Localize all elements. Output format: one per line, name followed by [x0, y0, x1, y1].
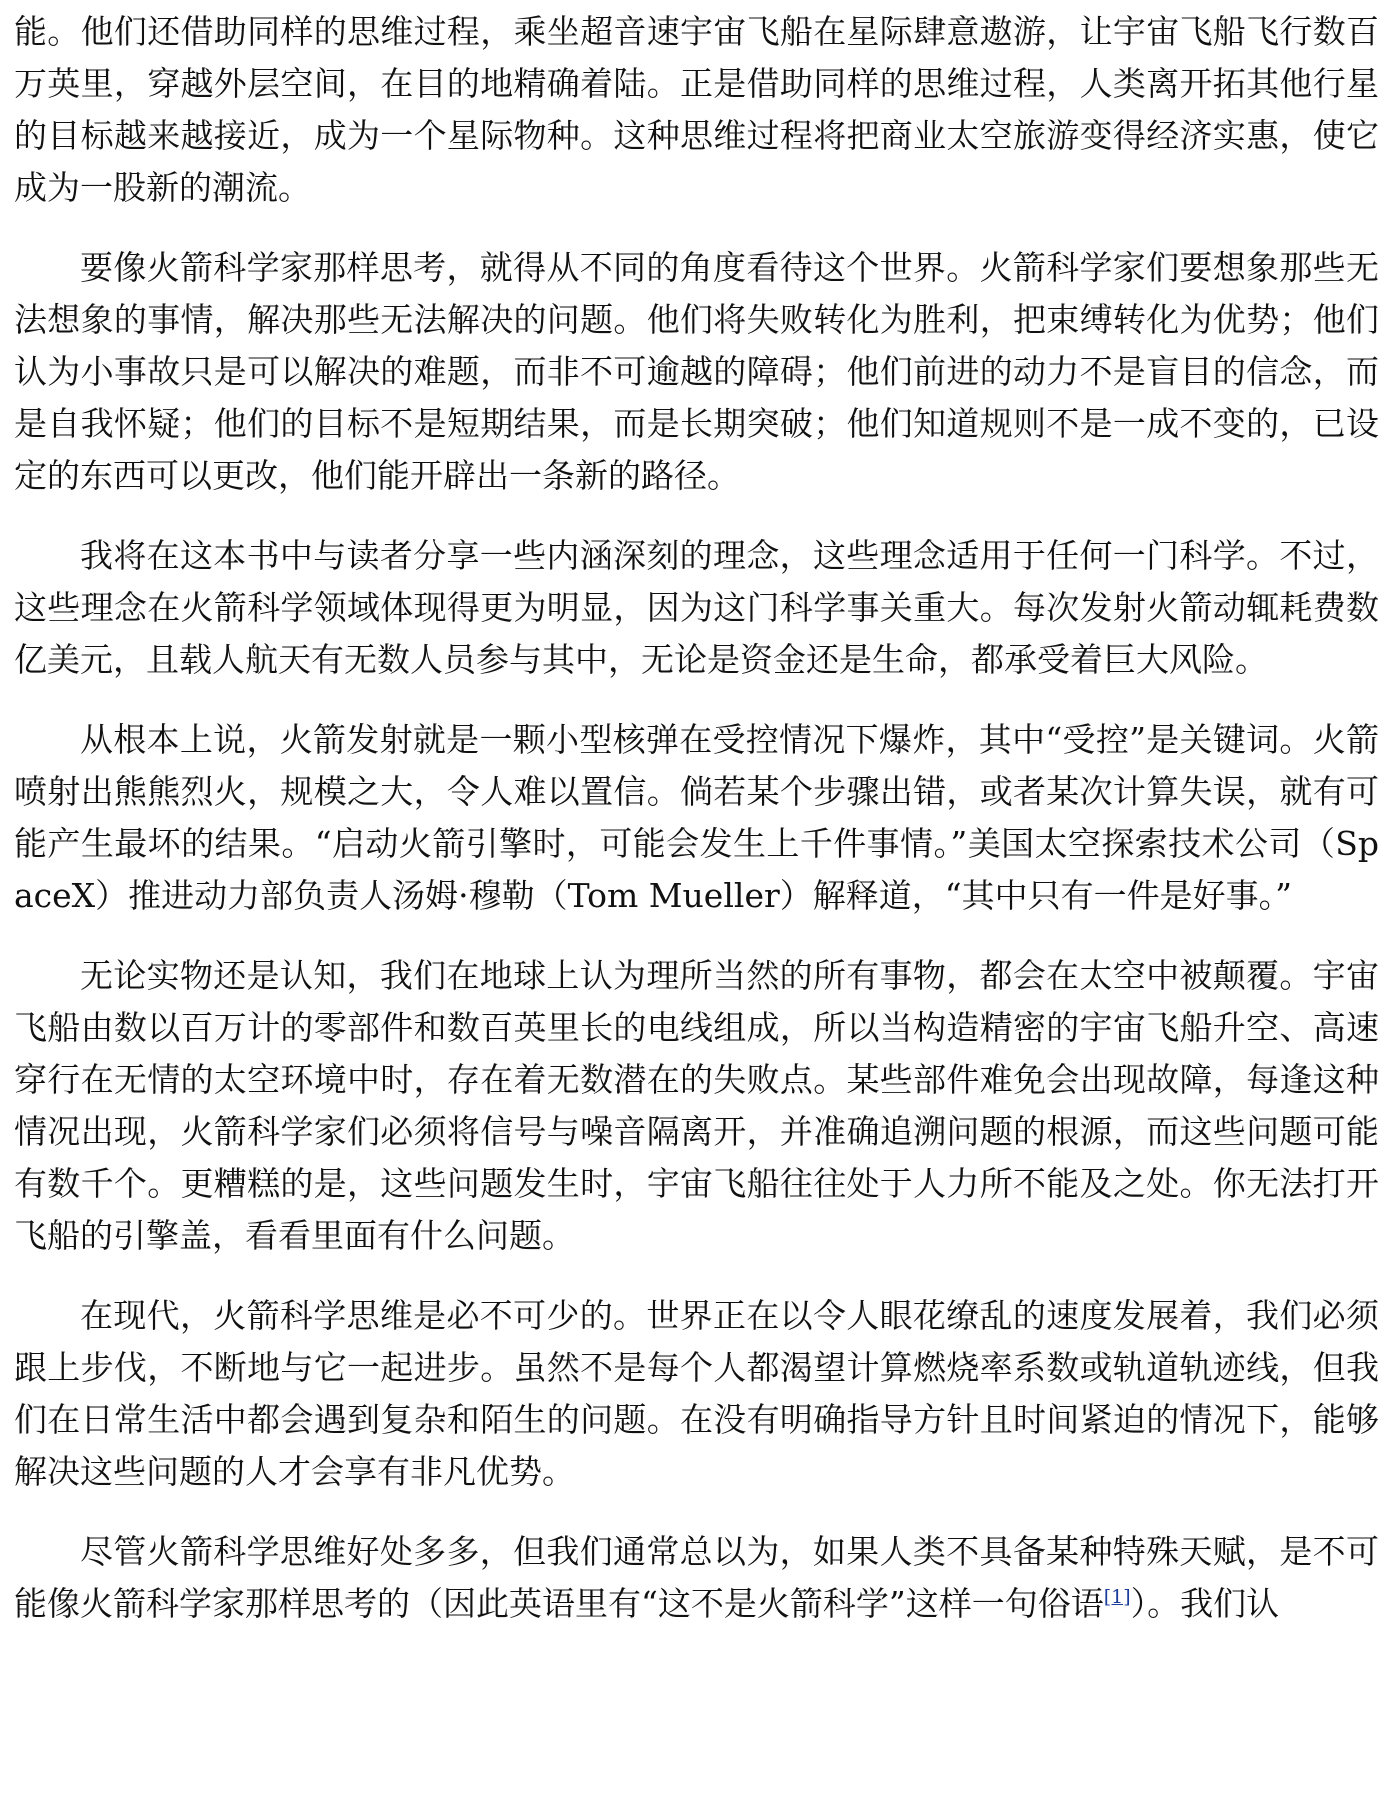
footnote-link[interactable]: [1]	[1103, 1586, 1131, 1608]
paragraph-7-text-after: ）。我们认	[1130, 1584, 1280, 1623]
paragraph-2: 要像火箭科学家那样思考，就得从不同的角度看待这个世界。火箭科学家们要想象那些无法想象的事情，解决那些无法解决的问题。他们将失败转化为胜利，把束缚转化为优势；他们认为小事故只是可以解决的难题，而非不可逾越的障碍；他们前进的动力不是盲目的信念，而是自我怀疑；他们的目标不是短期结果，而是长期突破；他们知道规则不是一成不变的，已设定的东西可以更改，他们能开辟出一条新的路径。	[14, 248, 1379, 495]
paragraph-7-text-before: 尽管火箭科学思维好处多多，但我们通常总以为，如果人类不具备某种特殊天赋，是不可能像火箭科学家那样思考的（因此英语里有“这不是火箭科学”这样一句俗语	[14, 1532, 1379, 1623]
paragraph-1: 能。他们还借助同样的思维过程，乘坐超音速宇宙飞船在星际肆意遨游，让宇宙飞船飞行数百万英里，穿越外层空间，在目的地精确着陆。正是借助同样的思维过程，人类离开拓其他行星的目标越来越接近，成为一个星际物种。这种思维过程将把商业太空旅游变得经济实惠，使它成为一股新的潮流。	[14, 12, 1379, 207]
document-page	[14, 6, 1379, 1658]
paragraph-6: 在现代，火箭科学思维是必不可少的。世界正在以令人眼花缭乱的速度发展着，我们必须跟上步伐，不断地与它一起进步。虽然不是每个人都渴望计算燃烧率系数或轨道轨迹线，但我们在日常生活中都会遇到复杂和陌生的问题。在没有明确指导方针且时间紧迫的情况下，能够解决这些问题的人才会享有非凡优势。	[14, 1296, 1379, 1491]
paragraph-7	[14, 1526, 1379, 1630]
paragraph-4: 从根本上说，火箭发射就是一颗小型核弹在受控情况下爆炸，其中“受控”是关键词。火箭喷射出熊熊烈火，规模之大，令人难以置信。倘若某个步骤出错，或者某次计算失误，就有可能产生最坏的结果。“启动火箭引擎时，可能会发生上千件事情。”美国太空探索技术公司（SpaceX）推进动力部负责人汤姆·穆勒（Tom Mueller）解释道，“其中只有一件是好事。”	[14, 720, 1379, 915]
paragraph-5: 无论实物还是认知，我们在地球上认为理所当然的所有事物，都会在太空中被颠覆。宇宙飞船由数以百万计的零部件和数百英里长的电线组成，所以当构造精密的宇宙飞船升空、高速穿行在无情的太空环境中时，存在着无数潜在的失败点。某些部件难免会出现故障，每逢这种情况出现，火箭科学家们必须将信号与噪音隔离开，并准确追溯问题的根源，而这些问题可能有数千个。更糟糕的是，这些问题发生时，宇宙飞船往往处于人力所不能及之处。你无法打开飞船的引擎盖，看看里面有什么问题。	[14, 956, 1379, 1255]
paragraph-3: 我将在这本书中与读者分享一些内涵深刻的理念，这些理念适用于任何一门科学。不过，这些理念在火箭科学领域体现得更为明显，因为这门科学事关重大。每次发射火箭动辄耗费数亿美元，且载人航天有无数人员参与其中，无论是资金还是生命，都承受着巨大风险。	[14, 536, 1379, 679]
